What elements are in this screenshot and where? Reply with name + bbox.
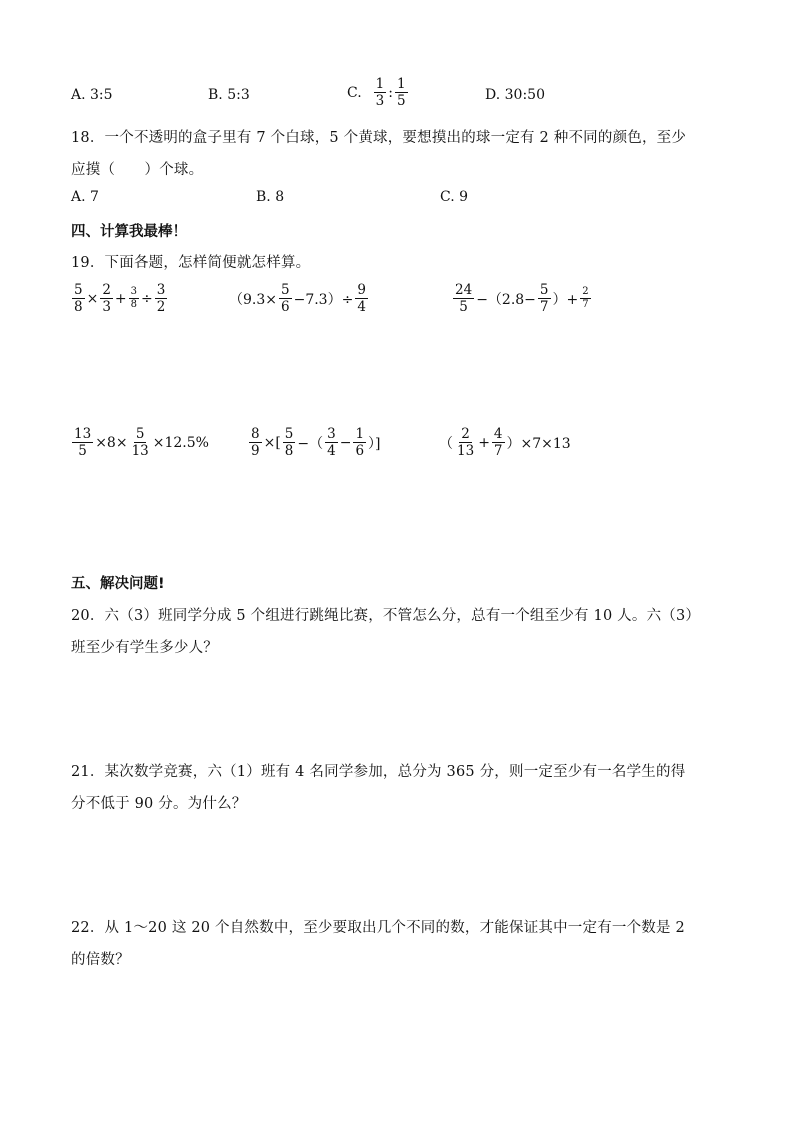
fraction: $\frac{1}{6}$ xyxy=(355,426,365,460)
q20-line-1: 20．六（3）班同学分成 5 个组进行跳绳比赛，不管怎么分，总有一个组至少有 10 人。六（3） xyxy=(71,608,701,624)
fraction: $\frac{3}{8}$ xyxy=(130,285,138,311)
fraction: $\frac{5}{8}$ xyxy=(74,282,83,316)
fraction: $\frac{2}{13}$ xyxy=(457,426,475,460)
section-4-heading: 四、计算我最棒！ xyxy=(71,224,187,240)
fraction: $\frac{13}{5}$ xyxy=(74,426,92,460)
fraction: $\frac{24}{5}$ xyxy=(455,282,473,316)
q17-option-c: C. $\frac{1}{3}$ : $\frac{1}{5}$ xyxy=(347,76,406,110)
q20-line-2: 班至少有学生多少人？ xyxy=(71,640,218,656)
q19-expression-4: $\frac{13}{5}$ ×8× $\frac{5}{13}$ ×12.5% xyxy=(74,426,209,460)
q19-expression-2: （9.3× $\frac{5}{6}$ −7.3）÷ $\frac{9}{4}$ xyxy=(229,282,366,316)
q19-expression-5: $\frac{8}{9}$ ×[ $\frac{5}{8}$ −（ $\frac{3}{4}$ − $\frac{1}{6}$ ）] xyxy=(251,426,381,460)
q18-line-2: 应摸（ ）个球。 xyxy=(71,162,204,178)
q22-line-1: 22．从 1～20 这 20 个自然数中，至少要取出几个不同的数，才能保证其中一定有一个数是 2 xyxy=(71,920,685,936)
q17-option-b: B. 5:3 xyxy=(208,87,250,103)
q19-expression-1: $\frac{5}{8}$ × $\frac{2}{3}$ + $\frac{3}{8}$ ÷ $\frac{3}{2}$ xyxy=(74,282,166,316)
q18-line-1: 18．一个不透明的盒子里有 7 个白球，5 个黄球，要想摸出的球一定有 2 种不同的颜色，至少 xyxy=(71,130,687,146)
section-5-heading: 五、解决问题! xyxy=(71,576,165,592)
q17-c-fraction-2: $\frac{1}{5}$ xyxy=(396,76,406,110)
fraction: $\frac{2}{3}$ xyxy=(102,282,111,316)
q18-option-b: B. 8 xyxy=(256,189,285,205)
fraction: $\frac{5}{8}$ xyxy=(284,426,294,460)
q17-option-d: D. 30:50 xyxy=(485,87,545,103)
fraction: $\frac{3}{2}$ xyxy=(156,282,166,316)
q18-option-a: A. 7 xyxy=(71,189,99,205)
fraction: $\frac{3}{4}$ xyxy=(327,426,336,460)
fraction: $\frac{9}{4}$ xyxy=(357,282,366,316)
fraction: $\frac{5}{7}$ xyxy=(539,282,549,316)
fraction: $\frac{5}{6}$ xyxy=(281,282,290,316)
q22-line-2: 的倍数？ xyxy=(71,952,130,968)
q17-option-c-label: C. xyxy=(347,84,362,101)
q17-option-a: A. 3:5 xyxy=(71,87,113,103)
fraction: $\frac{2}{7}$ xyxy=(582,285,589,311)
q17-c-fraction-1: $\frac{1}{3}$ xyxy=(375,76,385,110)
q21-line-1: 21．某次数学竞赛，六（1）班有 4 名同学参加，总分为 365 分，则一定至少有一名学生的得 xyxy=(71,764,686,780)
q19-expression-6: （ $\frac{2}{13}$ + $\frac{4}{7}$ ）×7×13 xyxy=(439,426,571,460)
q19-expression-3: $\frac{24}{5}$ −（2.8− $\frac{5}{7}$ ）+ $\frac{2}{7}$ xyxy=(455,282,589,316)
fraction: $\frac{4}{7}$ xyxy=(493,426,503,460)
q18-option-c: C. 9 xyxy=(440,189,469,205)
q21-line-2: 分不低于 90 分。为什么？ xyxy=(71,796,247,812)
fraction: $\frac{8}{9}$ xyxy=(251,426,260,460)
q19-prompt: 19．下面各题，怎样简便就怎样算。 xyxy=(71,255,311,271)
fraction: $\frac{5}{13}$ xyxy=(131,426,149,460)
